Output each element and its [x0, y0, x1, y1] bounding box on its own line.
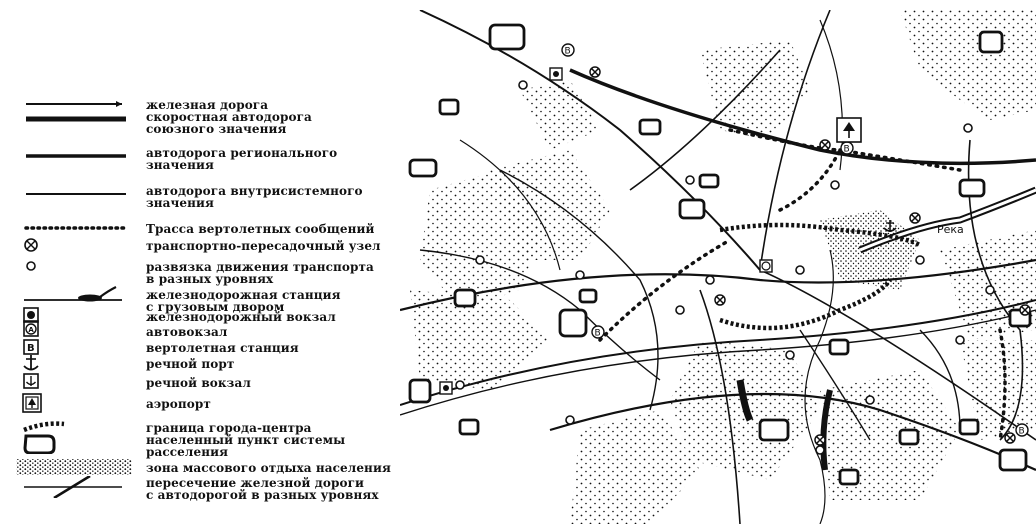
transfer-hub-symbol — [14, 234, 132, 256]
transfer-hub — [1020, 305, 1030, 315]
svg-text:B: B — [1018, 426, 1025, 437]
settlement — [700, 175, 718, 187]
recreation-zone — [520, 80, 600, 150]
transfer-hub — [1005, 433, 1015, 443]
interchange — [566, 416, 574, 424]
svg-text:B: B — [27, 343, 35, 354]
settlement — [410, 160, 436, 176]
settlement — [960, 180, 984, 196]
settlement — [980, 32, 1002, 52]
svg-text:B: B — [594, 328, 601, 339]
svg-text:B: B — [564, 46, 571, 57]
settlement — [840, 470, 858, 484]
transfer-hub — [910, 213, 920, 223]
airport-symbol — [14, 392, 132, 414]
interchange — [686, 176, 694, 184]
interchange — [796, 266, 804, 274]
interchange — [786, 351, 794, 359]
transfer-hub — [820, 140, 830, 150]
interchange — [456, 381, 464, 389]
interchange-symbol — [14, 255, 132, 277]
legend-label-rail-road-crossing: пересечение железной дороги с автодорогой в разных уровнях — [146, 476, 379, 502]
settlement — [560, 310, 586, 336]
interchange — [816, 446, 824, 454]
settlement — [460, 420, 478, 434]
legend-label-railway: железная дорога — [146, 98, 269, 112]
recreation-zones — [410, 10, 1036, 524]
interchange — [916, 256, 924, 264]
legend-label-transfer-hub: транспортно-пересадочный узел — [146, 239, 381, 253]
recreation-zone — [700, 40, 810, 140]
interchange — [519, 81, 527, 89]
rail-terminal — [550, 68, 562, 80]
legend-label-rail-terminal: железнодорожный вокзал — [146, 310, 336, 324]
legend-label-rail-freight-station: железнодорожная станция с грузовым двором — [146, 288, 341, 314]
road-regional-symbol — [14, 145, 132, 167]
legend-label-settlement: населенный пункт системы расселения — [146, 433, 346, 459]
settlement — [830, 340, 848, 354]
road-intrasystem-symbol — [14, 183, 132, 205]
heliport — [841, 142, 853, 155]
settlement — [440, 100, 458, 114]
svg-text:A: A — [28, 326, 34, 334]
river-label: Река — [937, 223, 964, 236]
legend-label-river-port: речной порт — [146, 357, 235, 371]
settlement — [640, 120, 660, 134]
transfer-hub — [715, 295, 725, 305]
rail-terminal — [440, 382, 452, 394]
rail-road-crossing-symbol — [14, 476, 132, 498]
interchange — [676, 306, 684, 314]
settlement — [455, 290, 475, 306]
legend-label-heliport: вертолетная станция — [146, 341, 299, 355]
recreation-zone — [410, 290, 550, 390]
transfer-hub — [590, 67, 600, 77]
legend-label-road-intrasystem: автодорога внутрисистемного значения — [146, 184, 363, 210]
heliport — [1016, 424, 1028, 437]
bus-station — [760, 260, 772, 272]
settlement — [490, 25, 524, 49]
heliport — [562, 44, 574, 57]
legend-label-airport: аэропорт — [146, 397, 211, 411]
settlement — [410, 380, 430, 402]
legend-label-road-regional: автодорога регионального значения — [146, 146, 338, 172]
legend-label-recreation-zone: зона массового отдыха населения — [146, 461, 391, 475]
river-terminal-symbol — [14, 370, 132, 392]
settlement — [580, 290, 596, 302]
legend-label-heli-route: Трасса вертолетных сообщений — [146, 222, 375, 236]
settlement — [680, 200, 704, 218]
map-legend — [0, 0, 400, 524]
interchange — [866, 396, 874, 404]
interchange — [706, 276, 714, 284]
transport-map — [400, 10, 1036, 524]
settlement-symbol — [14, 432, 132, 454]
transfer-hub — [815, 435, 825, 445]
settlement — [960, 420, 978, 434]
settlement — [1000, 450, 1026, 470]
legend-label-bus-station: автовокзал — [146, 325, 228, 339]
settlement — [900, 430, 918, 444]
legend-label-city-boundary: граница города-центра — [146, 421, 312, 435]
interchange — [964, 124, 972, 132]
map-canvas — [400, 10, 1036, 524]
recreation-zone — [900, 10, 1036, 120]
interchange — [956, 336, 964, 344]
heliport — [592, 326, 604, 339]
settlement — [760, 420, 788, 440]
airport — [837, 118, 861, 142]
interchange — [831, 181, 839, 189]
interchange — [576, 271, 584, 279]
interchange — [476, 256, 484, 264]
legend-label-river-terminal: речной вокзал — [146, 376, 251, 390]
svg-text:B: B — [843, 144, 850, 155]
highway-federal-symbol — [14, 108, 132, 130]
recreation-zone-symbol — [14, 456, 134, 478]
legend-label-interchange: развязка движения транспорта в разных уровнях — [146, 260, 374, 286]
interchange — [986, 286, 994, 294]
legend-label-highway-federal: скоростная автодорога союзного значения — [146, 110, 312, 136]
